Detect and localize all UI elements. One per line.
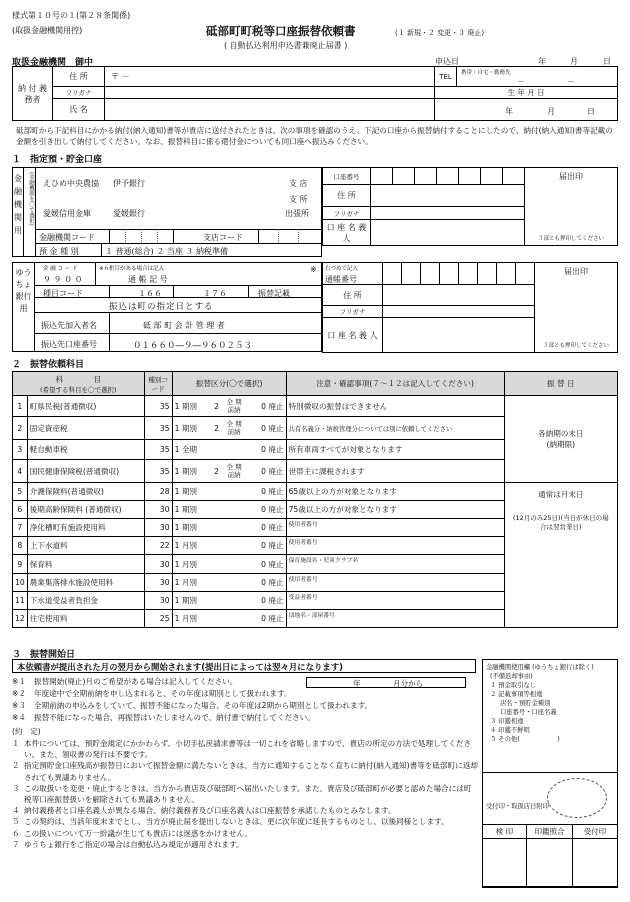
type-code: 25 xyxy=(144,610,172,628)
bank-acct-label: 口座番号 xyxy=(323,168,371,185)
clause-item: １ 本件については、預貯金規定にかかわらず、小切手払戻請求書等は一切これを省略しますので、貴店の所定の方法で処理してください。また、領収書の発行は不要です。 xyxy=(12,739,472,760)
item-sub: １７６ xyxy=(203,289,227,298)
period-option[interactable]: 1 月別 xyxy=(172,555,212,574)
acct-digit[interactable] xyxy=(516,263,535,285)
note-cell: 65歳以上の方が対象となります xyxy=(286,483,504,501)
section1-title: １ 指定預・貯金口座 xyxy=(12,155,103,165)
post-code-label: 金 融 コ ー ド xyxy=(43,266,78,272)
clause-item: ２ 指定預貯金口座残高が振替日において振替金額に満たないときは、当方に通知することなく直ちに納付(納入通知)書等を砥部町に返却されても異議ありません。 xyxy=(12,761,478,782)
row-number: 8 xyxy=(13,537,28,555)
period-option[interactable]: 1 全期 xyxy=(172,440,212,460)
post-box xyxy=(12,262,322,352)
title-options: (１ 新規・２ 変更・３ 廃止) xyxy=(395,29,485,37)
seal-check-label: 印鑑照合 xyxy=(527,825,573,839)
reject-reason: 店名・預貯金種別 xyxy=(500,700,551,707)
post-symbol-label: 通 帳 記 号 xyxy=(128,275,168,284)
row-number: 9 xyxy=(13,555,28,574)
reject-reason: ３ 印鑑相違 xyxy=(490,718,524,725)
prepay-number[interactable] xyxy=(212,519,222,537)
deposit-kind-options[interactable]: １ 普通(総合) ２ 当座 ３ 納税準備 xyxy=(105,247,228,256)
type-code: 30 xyxy=(144,592,172,610)
bank-option-3[interactable]: 愛媛信用金庫 xyxy=(43,209,91,218)
post-addr-input[interactable] xyxy=(383,285,535,306)
clause-item: ５ この契約は、当該年度末までとし、当方が廃止届を提出しないときは、更に次年度に延長するものとし、以後同様とします。 xyxy=(12,817,449,827)
intro-text: 砥部町から下記科目にかかる納付(納入通知)書等が貴店に送付されたときは、次の事項を確認のうえ、下記の口座から振替納付することにしたので、納付(納入通知)書等記載の金額を引き出して納付してください。なお、振替科目に係る還付金についても同口座へ振込みください。 xyxy=(16,126,613,146)
payee-acct: ０１６６０―９―９６０２５３ xyxy=(133,341,253,351)
tel-input[interactable]: 携帯・自宅・勤務先 － － xyxy=(457,67,618,87)
name-input[interactable] xyxy=(105,99,435,121)
branch-option-2[interactable]: 支 所 xyxy=(289,195,308,204)
cancel-option[interactable]: 0 廃止 xyxy=(246,483,286,501)
note-cell: 世帯主に課税されます xyxy=(286,460,504,483)
subject-name[interactable]: 保育料 xyxy=(27,555,144,574)
acct-digit[interactable] xyxy=(459,168,481,185)
check-table xyxy=(482,824,618,888)
inspection-cell[interactable] xyxy=(483,839,527,888)
post-account-table xyxy=(322,262,618,353)
period-option[interactable]: 1 月別 xyxy=(172,537,212,555)
section3-title: ３ 振替開始日 xyxy=(12,650,76,660)
reject-reason: 口座番号・口座名義 xyxy=(500,709,557,716)
item-code-label: 種目コード xyxy=(43,289,83,298)
prepay-option[interactable] xyxy=(222,483,246,501)
clause-item: ６ この扱いについて万一紛議が生じても貴店には迷惑をかけません。 xyxy=(12,828,253,838)
copy-label: (取扱金融機関用控) xyxy=(12,26,83,35)
type-code: 35 xyxy=(144,396,172,417)
period-option[interactable]: 1 月別 xyxy=(172,610,212,628)
subjects-table xyxy=(12,371,618,628)
bank-furigana-label: フリガナ xyxy=(323,207,371,220)
row-number: 5 xyxy=(13,483,28,501)
row-number: 4 xyxy=(13,460,28,483)
branch-code-label: 支店コード xyxy=(203,233,243,242)
prepay-number[interactable]: 2 xyxy=(212,460,222,483)
apply-month: 月 xyxy=(570,57,578,66)
acct-digit[interactable] xyxy=(459,263,478,285)
start-month-box[interactable]: 年 月分から xyxy=(306,677,466,688)
section2-title: ２ 振替依頼科目 xyxy=(12,360,85,370)
type-code: 28 xyxy=(144,483,172,501)
apply-year: 年 xyxy=(538,57,546,66)
prepay-number[interactable] xyxy=(212,592,222,610)
subject-header: 科 目 (希望する科目を〇で選択) xyxy=(13,372,145,396)
branch-option-3[interactable]: 出張所 xyxy=(285,209,309,218)
institution-label: 取扱金融機関 御中 xyxy=(12,58,94,68)
period-option[interactable]: 1 月別 xyxy=(172,574,212,592)
subject-name[interactable]: 固定資産税 xyxy=(27,417,144,440)
code-header: 種別コード xyxy=(144,372,172,396)
prepay-number[interactable]: 2 xyxy=(212,417,222,440)
note-cell: 75歳以上の方が対象となります xyxy=(286,501,504,519)
bank-account-table xyxy=(322,167,618,246)
row-number: 11 xyxy=(13,592,28,610)
address-label: 住 所 xyxy=(53,67,105,87)
note-item: ※２ 年度途中で全期前納を申し込まれると、その年度は期別として扱われます。 xyxy=(12,689,292,698)
post-code: ９ ９ ０ ０ xyxy=(43,275,83,284)
acct-digit[interactable] xyxy=(393,168,415,185)
bank-code-label: 金融機関コード xyxy=(39,233,95,242)
payee-name: 砥 部 町 会 計 管 理 者 xyxy=(143,321,225,330)
row-number: 12 xyxy=(13,610,28,628)
acct-digit[interactable] xyxy=(478,263,497,285)
type-code: 30 xyxy=(144,519,172,537)
bank-seal-box: 届出印 ３部とも押印してください xyxy=(525,168,618,246)
prepay-number[interactable] xyxy=(212,574,222,592)
bank-side-note: (金融機関を〇で選択) xyxy=(24,168,36,256)
prepay-number[interactable] xyxy=(212,440,222,460)
type-code: 30 xyxy=(144,574,172,592)
note-cell[interactable]: 使用者番号 xyxy=(286,537,504,555)
yakutei-label: (約 定) xyxy=(12,727,41,736)
note-cell: 共有名義分・納税管理分については別に依頼してください xyxy=(286,417,504,440)
div-header: 振替区分(〇で選択) xyxy=(172,372,286,396)
post-acct-label: 右づめで記入 通帳番号 xyxy=(323,263,383,285)
acct-digit[interactable] xyxy=(383,263,402,285)
post-furigana-label: フリガナ xyxy=(323,306,383,318)
prepay-number[interactable] xyxy=(212,610,222,628)
bank-option-1[interactable]: えひめ中央農協 xyxy=(43,179,99,188)
row-number: 1 xyxy=(13,396,28,417)
cancel-option[interactable]: 0 廃止 xyxy=(246,396,286,417)
bank-option-2[interactable]: 伊予銀行 xyxy=(113,179,145,188)
date-stamp-circle xyxy=(547,778,607,818)
cancel-option[interactable]: 0 廃止 xyxy=(246,501,286,519)
acct-digit[interactable] xyxy=(371,168,393,185)
subject-name[interactable]: 上下水道料 xyxy=(27,537,144,555)
note-cell[interactable]: 団地名・部屋番号 xyxy=(286,610,504,628)
type-code: 35 xyxy=(144,460,172,483)
apply-day: 日 xyxy=(603,57,611,66)
start-banner: 本依頼書が提出された月の翌月から開始されます(提出日によっては翌々月になります) xyxy=(12,659,476,673)
post-holder-input[interactable] xyxy=(383,318,535,353)
name-label: 氏 名 xyxy=(53,99,105,121)
period-option[interactable]: 1 期別 xyxy=(172,519,212,537)
prepay-option[interactable] xyxy=(222,537,246,555)
bank-use-list: 金融機関使用欄 (ゆうちょ銀行は除く) (不備返却事由) １ 預金取引なし ２ 記載事項等相違 店名・預貯金種別 口座番号・口座名義 ３ 印鑑相違 ４ 印鑑不鮮明 ５ その他( ) xyxy=(486,663,616,744)
form-subtitle: ( 自動払込利用申込書兼廃止届書 ) xyxy=(224,41,348,50)
type-code: 22 xyxy=(144,537,172,555)
deposit-kind-label: 預 金 種 別 xyxy=(39,247,79,256)
type-code: 30 xyxy=(144,555,172,574)
prepay-option[interactable] xyxy=(222,519,246,537)
type-code: 35 xyxy=(144,440,172,460)
post-holder-label: 口 座 名 義 人 xyxy=(323,318,383,353)
cancel-option[interactable]: 0 廃止 xyxy=(246,537,286,555)
clause-item: ４ 納付義務者と口座名義人が異なる場合、納付義務者及び口座名義人は口座振替を承諾したものとみなします。 xyxy=(12,806,396,816)
subject-name[interactable]: 下水道受益者負担金 xyxy=(27,592,144,610)
post-symbol-note: ※６桁目がある場合は記入 xyxy=(99,266,165,272)
cancel-option[interactable]: 0 廃止 xyxy=(246,417,286,440)
note-cell[interactable]: 使用者番号 xyxy=(286,574,504,592)
bank-box xyxy=(12,167,322,257)
clauses-list xyxy=(12,738,478,850)
prepay-option[interactable]: 全 期 前納 xyxy=(222,396,246,417)
type-code: 30 xyxy=(144,501,172,519)
inspection-label: 検 印 xyxy=(483,825,527,839)
cancel-option[interactable]: 0 廃止 xyxy=(246,460,286,483)
payer-table xyxy=(12,66,618,121)
stamp-label: 受付印・取扱店日附印 xyxy=(486,803,549,810)
period-option[interactable]: 1 期別 xyxy=(172,417,212,440)
apply-date-label: 申込日 xyxy=(435,57,459,66)
reject-reason: ５ その他( ) xyxy=(490,736,560,743)
payee-label: 振込先加入者名 xyxy=(41,321,97,330)
form-title: 砥部町町税等口座振替依頼書 xyxy=(206,24,356,38)
seal-check-cell[interactable] xyxy=(527,839,573,888)
note-cell[interactable]: 使用者番号 xyxy=(286,519,504,537)
date-cell-b: 通常は月末日 (12月のみ25日)(当日が休日の場合は翌営業日) xyxy=(504,483,617,628)
prepay-number[interactable] xyxy=(212,483,222,501)
prepay-number[interactable] xyxy=(212,555,222,574)
cancel-option[interactable]: 0 廃止 xyxy=(246,610,286,628)
subject-name[interactable]: 浄化槽町有施設使用料 xyxy=(27,519,144,537)
bank-group: 金融機関用 xyxy=(13,168,24,256)
post-star: ※ xyxy=(310,265,317,274)
receipt-cell[interactable] xyxy=(573,839,618,888)
subject-name[interactable]: 国民健康保険税(普通徴収) xyxy=(27,460,144,483)
prepay-number[interactable] xyxy=(212,537,222,555)
period-option[interactable]: 1 期別 xyxy=(172,592,212,610)
date-header: 振 替 日 xyxy=(504,372,617,396)
bank-addr-label: 住 所 xyxy=(323,185,371,207)
prepay-option[interactable] xyxy=(222,592,246,610)
acct-digit[interactable] xyxy=(421,263,440,285)
transfer-note: 振込は町の指定日とする xyxy=(109,302,214,312)
bank-option-4[interactable]: 愛媛銀行 xyxy=(113,209,145,218)
subject-row[interactable] xyxy=(13,483,618,501)
prepay-option[interactable] xyxy=(222,501,246,519)
period-option[interactable]: 1 期別 xyxy=(172,483,212,501)
prepay-option[interactable]: 全 期 前納 xyxy=(222,417,246,440)
acct-digit[interactable] xyxy=(503,168,525,185)
cancel-option[interactable]: 0 廃止 xyxy=(246,574,286,592)
bank-holder-input[interactable] xyxy=(371,220,525,246)
payer-group: 納 付 義務者 xyxy=(13,67,53,121)
prepay-option[interactable] xyxy=(222,440,246,460)
payee-acct-label: 振込先口座番号 xyxy=(41,340,97,349)
prepay-number[interactable] xyxy=(212,501,222,519)
post-seal-box: 届出印 ３部とも押印してください xyxy=(535,263,618,353)
address-input[interactable]: 〒 － xyxy=(105,67,435,87)
row-number: 2 xyxy=(13,417,28,440)
prepay-option[interactable] xyxy=(222,610,246,628)
note-item: ※３ 全期前納の申込みをしていて、振替不能になった場合、その年度は2期から期別として扱われます。 xyxy=(12,701,373,710)
prepay-option[interactable] xyxy=(222,555,246,574)
reject-reason: ４ 印鑑不鮮明 xyxy=(490,727,530,734)
bank-holder-label: 口 座 名 義 人 xyxy=(323,220,371,246)
acct-digit[interactable] xyxy=(415,168,437,185)
bank-furigana-input[interactable] xyxy=(371,207,525,220)
period-option[interactable]: 1 期別 xyxy=(172,460,212,483)
period-option[interactable]: 1 期別 xyxy=(172,501,212,519)
note-cell[interactable]: 受益者番号 xyxy=(286,592,504,610)
row-number: 6 xyxy=(13,501,28,519)
subject-row[interactable] xyxy=(13,396,618,417)
acct-digit[interactable] xyxy=(481,168,503,185)
note-cell[interactable]: 保育施設名・児童クラブ名 xyxy=(286,555,504,574)
note-item: ※４ 振替不能になった場合、再振替はいたしませんので、納付書で納付してください。 xyxy=(12,713,315,722)
note-item: ※１ 振替開始(廃止)月のご希望がある場合は記入してください。 xyxy=(12,677,238,686)
acct-digit[interactable] xyxy=(402,263,421,285)
cancel-option[interactable]: 0 廃止 xyxy=(246,519,286,537)
subject-name[interactable]: 軽自動車税 xyxy=(27,440,144,460)
furigana-label: フリガナ xyxy=(53,87,105,99)
clause-item: ７ ゆうちょ銀行をご指定の場合は自動払込み規定が適用されます。 xyxy=(12,839,244,849)
post-method: 振替記載 xyxy=(258,289,290,298)
acct-digit[interactable] xyxy=(497,263,516,285)
bank-addr-input[interactable] xyxy=(371,185,525,207)
form-number: 様式第１０号の１(第２８条関係) xyxy=(12,11,131,20)
acct-digit[interactable] xyxy=(440,263,459,285)
birth-input[interactable]: 年 月 日 xyxy=(435,99,618,121)
prepay-option[interactable] xyxy=(222,574,246,592)
subject-name[interactable]: 住宅使用料 xyxy=(27,610,144,628)
item-code: １６６ xyxy=(138,289,162,298)
note-cell: 特別徴収の振替はできません xyxy=(286,396,504,417)
clause-item: ３ この取扱いを変更・廃止するときは、当方から貴店及び砥部町へ届出いたします。また、貴店及び砥部町が必要と認めた場合には町税等口座振替扱いを解除されても異議ありません。 xyxy=(12,783,472,805)
post-group: ゆうちょ銀行用 xyxy=(13,263,35,351)
branch-option-1[interactable]: 支 店 xyxy=(289,179,308,188)
prepay-option[interactable]: 全 期 前納 xyxy=(222,460,246,483)
note-header: 注意・確認事項(７～１２は記入してください) xyxy=(286,372,504,396)
acct-digit[interactable] xyxy=(437,168,459,185)
post-addr-label: 住 所 xyxy=(323,285,383,306)
bank-use-box xyxy=(482,659,618,887)
reject-reason: ２ 記載事項等相違 xyxy=(490,691,543,698)
cancel-option[interactable]: 0 廃止 xyxy=(246,440,286,460)
subject-name[interactable]: 介護保険料(普通徴収) xyxy=(27,483,144,501)
subject-name[interactable]: 後期高齢保険料 (普通徴収) xyxy=(27,501,144,519)
row-number: 10 xyxy=(13,574,28,592)
birth-label: 生 年 月 日 xyxy=(435,87,618,99)
subject-name[interactable]: 農業集落排水施設使用料 xyxy=(27,574,144,592)
cancel-option[interactable]: 0 廃止 xyxy=(246,555,286,574)
prepay-number[interactable]: 2 xyxy=(212,396,222,417)
subject-name[interactable]: 町県民税(普通徴収) xyxy=(27,396,144,417)
date-cell-a: 各納期の末日 (納期限) xyxy=(504,396,617,483)
type-code: 35 xyxy=(144,417,172,440)
row-number: 3 xyxy=(13,440,28,460)
period-option[interactable]: 1 期別 xyxy=(172,396,212,417)
row-number: 7 xyxy=(13,519,28,537)
cancel-option[interactable]: 0 廃止 xyxy=(246,592,286,610)
post-furigana-input[interactable] xyxy=(383,306,535,318)
note-cell: 所有車両すべてが対象となります xyxy=(286,440,504,460)
reject-reason: １ 預金取引なし xyxy=(490,682,537,689)
tel-label: TEL xyxy=(435,67,457,87)
furigana-input[interactable] xyxy=(105,87,435,99)
receipt-label: 受付印 xyxy=(573,825,618,839)
